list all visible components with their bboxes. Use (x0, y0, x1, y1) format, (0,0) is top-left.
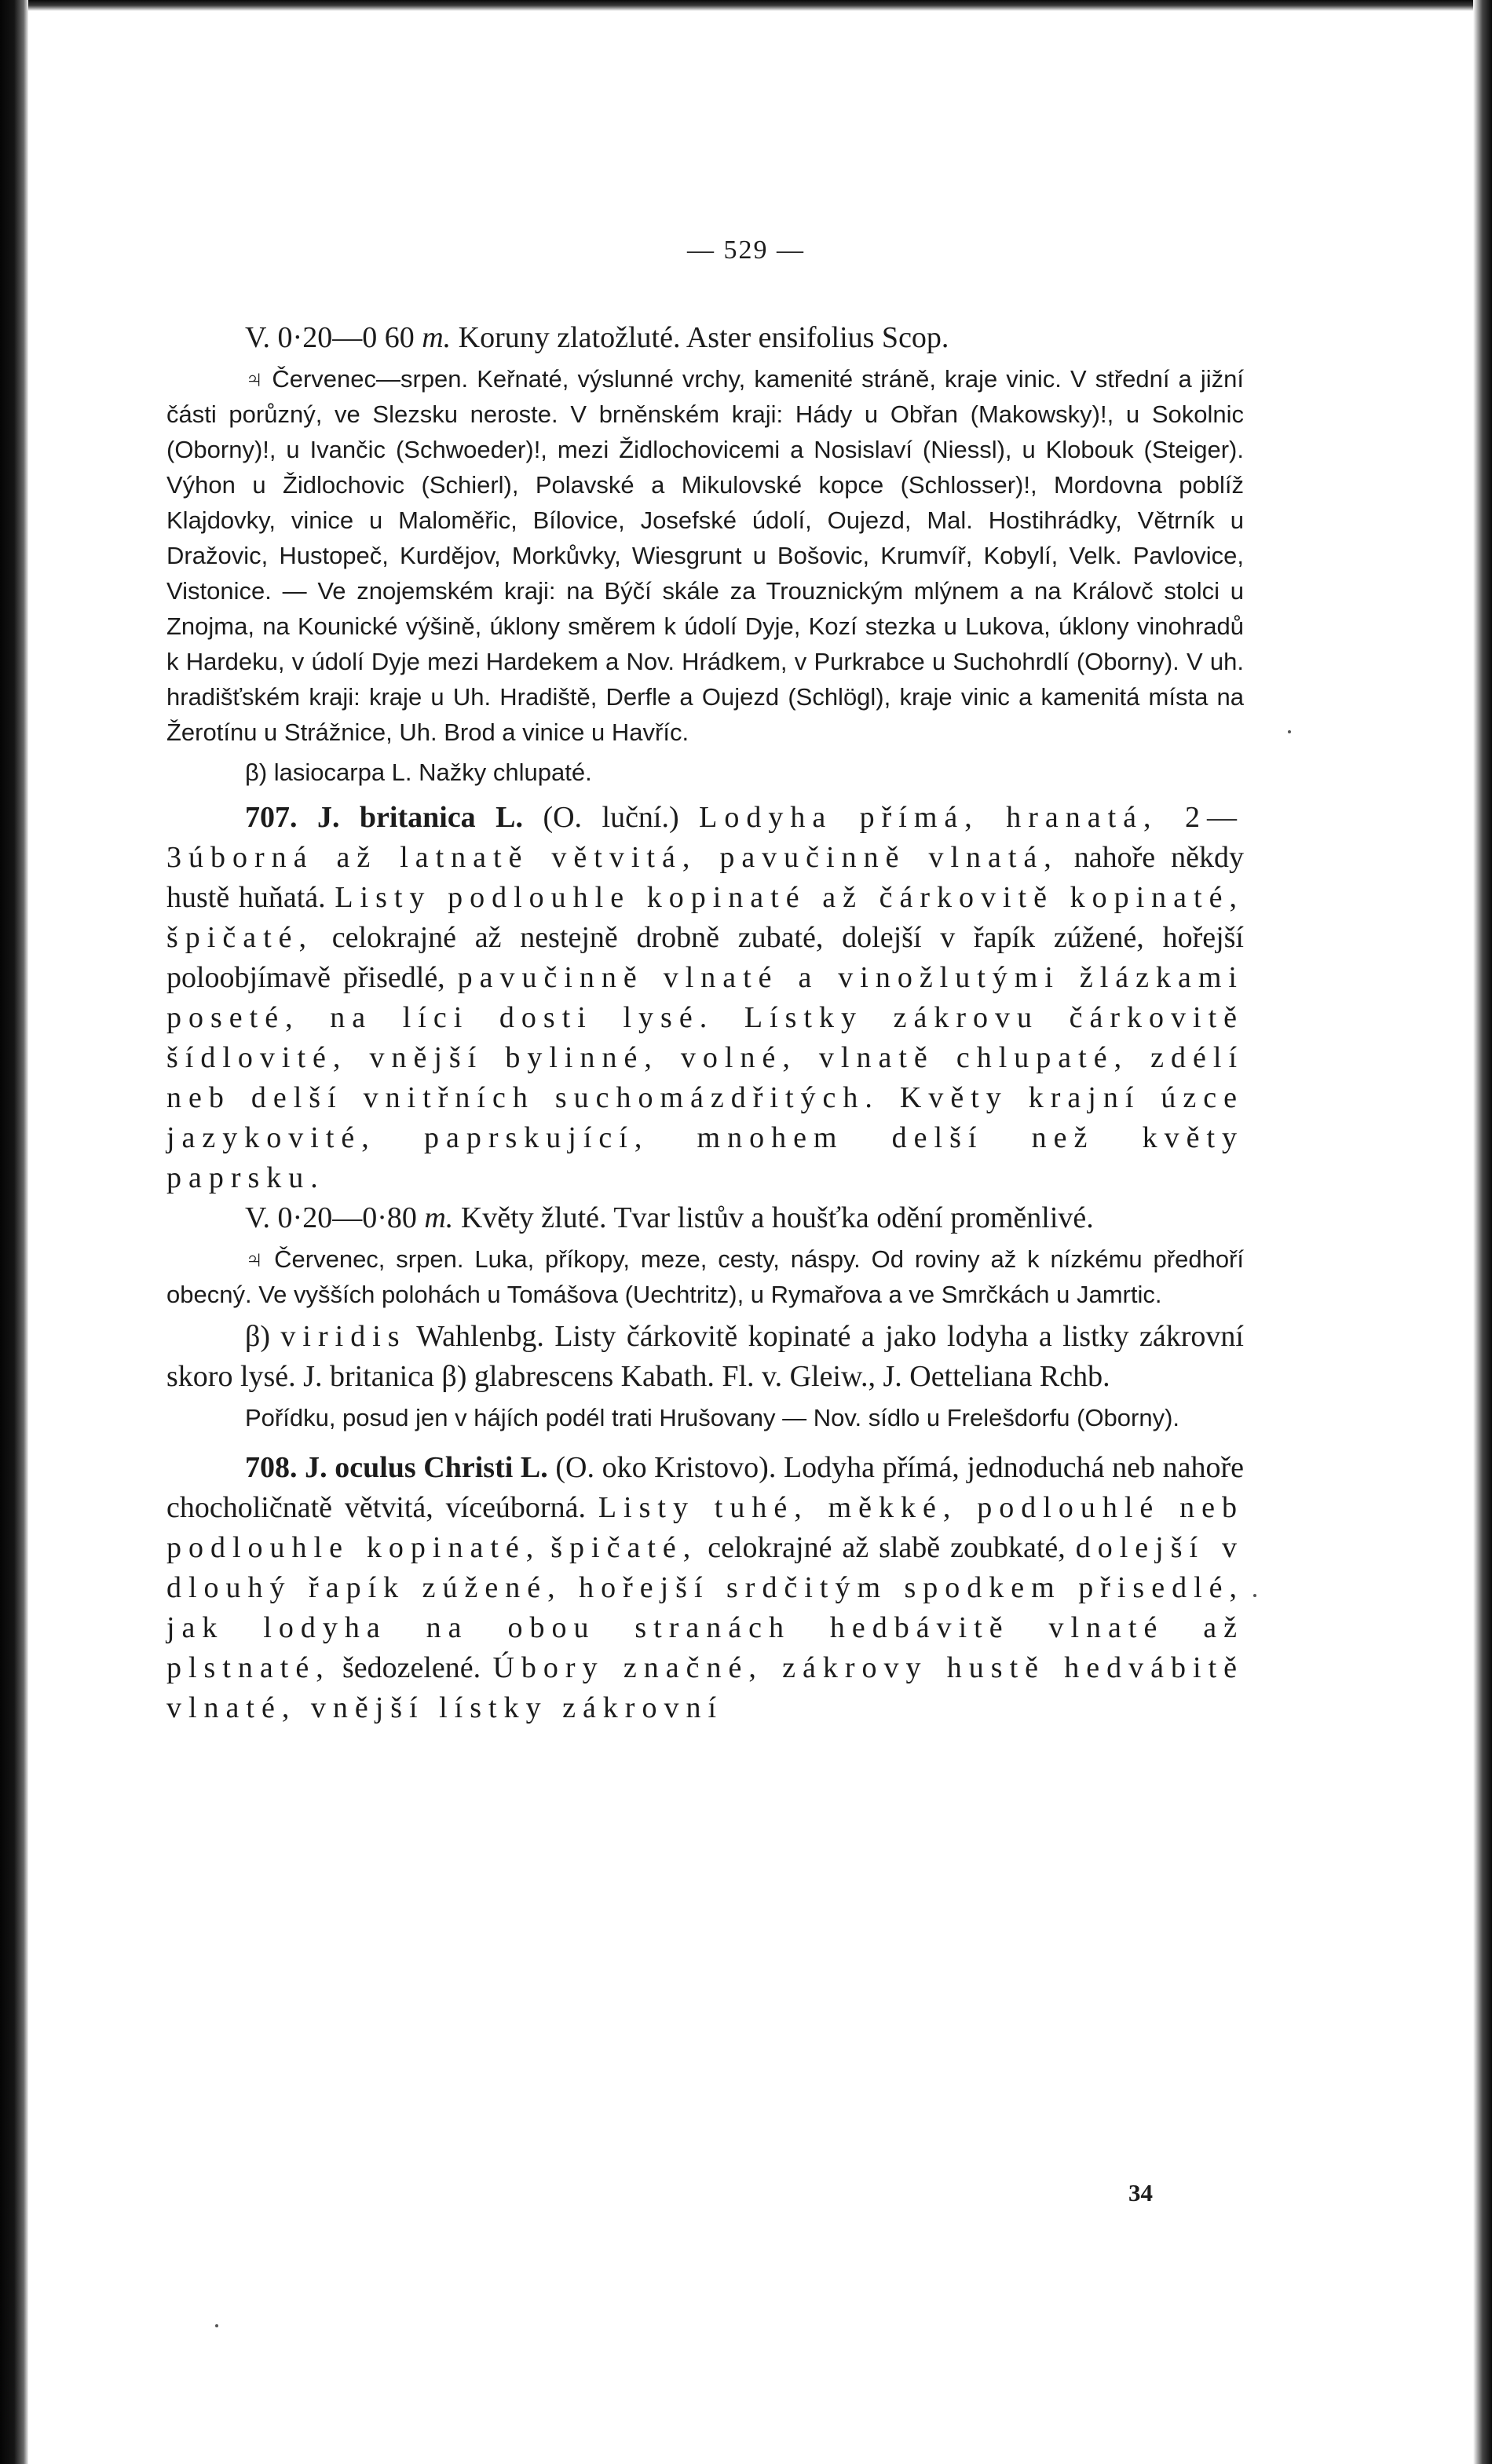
text-run: 707. J. britanica L. (245, 801, 523, 834)
text-run: celokrajné až nestejně drobně zubaté, dolejší v řapík zúžené, hořejší poloobjímavě přisedlé, (166, 921, 1244, 994)
scan-speck (1253, 1594, 1256, 1597)
page-body (166, 318, 1244, 1728)
text-run: ♃ Červenec, srpen. Luka, příkopy, meze, cesty, náspy. Od roviny až k nízkému předhoří obecný. Ve vyšších polohách u Tomášova (Uechtritz), u Rymařova a ve Smrčkách u Jamrtic. (166, 1245, 1244, 1308)
paragraph-inula-britanica (166, 798, 1244, 1198)
text-run: Lodyha přímá, hranatá, 2—3úborná až latnatě větvitá, pavučinně vlnatá, (166, 801, 1245, 874)
text-run: m. (422, 321, 452, 354)
paragraph-viridis-localities (166, 1400, 1244, 1435)
text-run: dolejší v dlouhý řapík zúžené, hořejší srdčitým spodkem přisedlé, jak lodyha na obou stranách hedbávitě vlnaté až plstnaté, (166, 1531, 1244, 1684)
scan-edge-left (0, 0, 28, 2464)
text-run: ♃ Červenec—srpen. Keřnaté, výslunné vrchy, kamenité stráně, kraje vinic. V střední a jižní části porůzný, ve Slezsku neroste. V brněnském kraji: Hády u Obřan (Makowsky)!, u Sokolnic (Oborny)!, u Ivančic (Schwoeder)!, mezi Židlochovicemi a Nosislaví (Niessl), u Klobouk (Steiger). Výhon u Židlochovic (Schierl), Polavské a Mikulovské kopce (Schlosser)!, Mordovna poblíž Klajdovky, vinice u Maloměřic, Bílovice, Josefské údolí, Oujezd, Mal. Hostihrádky, Větrník u Dražovic, Hustopeč, Kurdějov, Morkůvky, Wiesgrunt u Bošovic, Krumvíř, Kobylí, Velk. Pavlovice, Vistonice. — Ve znojemském kraji: na Býčí skále za Trouznickým mlýnem a na Královč stolci u Znojma, na Kounické výšině, úklony směrem k údolí Dyje, Kozí stezka u Lukova, úklony vinohradů k Hardeku, v údolí Dyje mezi Hardekem a Nov. Hrádkem, v Purkrabce u Suchohrdlí (Oborny). V uh. hradišťském kraji: kraje u Uh. Hradiště, Derfle a Oujezd (Schlögl), kraje vinic a kamenitá místa na Žerotínu u Strážnice, Uh. Brod a vinice u Havříc. (166, 365, 1244, 746)
paragraph-inula-britanica-size (166, 1198, 1244, 1238)
text-run: Úbory značné, zákrovy hustě hedvábitě vlnaté, vnější lístky zákrovní (166, 1651, 1244, 1724)
scan-edge-right (1473, 0, 1492, 2464)
text-run (540, 1531, 550, 1564)
paragraph-aster-ensifolius-summary (166, 318, 1244, 358)
scan-edge-top (0, 0, 1492, 11)
text-run: Wahlenbg. Listy čárkovitě kopinaté a jako lodyha a listky zákrovní skoro lysé. J. britanica β) glabrescens Kabath. Fl. v. Gleiw., J. Oetteliana Rchb. (166, 1320, 1244, 1393)
text-run: β) (245, 1320, 281, 1353)
paragraph-aster-ensifolius-localities (166, 361, 1244, 750)
page-number: — 529 — (687, 236, 805, 265)
text-run: špičaté, (550, 1531, 698, 1564)
text-run: celokrajné až slabě zoubkaté, (697, 1531, 1076, 1564)
paragraph-inula-oculus-christi (166, 1448, 1244, 1728)
text-run: pavučinně vlnaté a vinožlutými žlázkami poseté, na líci dosti lysé. Lístky zákrovu čárkovitě šídlovité, vnější bylinné, volné, vlnatě chlupaté, zdélí neb delší vnitřních suchomázdřitých. Květy krajní úzce jazykovité, paprskující, mnohem delší než květy paprsku. (166, 961, 1244, 1194)
paragraph-viridis-variety (166, 1317, 1244, 1397)
text-run: viridis (280, 1320, 407, 1353)
text-run: nahoře někdy hustě huňatá. (166, 841, 1244, 914)
scan-speck (215, 2324, 218, 2327)
paragraph-lasiocarpa-variety (166, 755, 1244, 790)
text-run: Listy tuhé, měkké, podlouhlé neb podlouhle kopinaté, (166, 1491, 1244, 1564)
text-run: 708. J. oculus Christi L. (245, 1451, 548, 1484)
signature-mark: 34 (1128, 2179, 1153, 2206)
text-run: (O. luční.) (523, 801, 700, 834)
text-run: Květy žluté. Tvar listův a houšťka odění proměnlivé. (453, 1201, 1094, 1234)
text-run: m. (424, 1201, 454, 1234)
paragraph-inula-britanica-localities (166, 1241, 1244, 1312)
text-run: V. 0·20—0·80 (245, 1201, 425, 1234)
text-run: Listy podlouhle kopinaté až čárkovitě kopinaté, špičaté, (166, 881, 1244, 954)
text-run: β) lasiocarpa L. Nažky chlupaté. (245, 759, 592, 786)
text-run: V. 0·20—0 60 (245, 321, 422, 354)
text-run: (O. oko Kristovo). Lodyha přímá, jednoduchá neb nahoře chocholičnatě větvitá, víceúborná. (166, 1451, 1245, 1524)
scan-speck (1288, 730, 1291, 733)
text-run: šedozelené. (330, 1651, 493, 1684)
text-run: Pořídku, posud jen v hájích podél trati Hrušovany — Nov. sídlo u Frelešdorfu (Oborny). (245, 1404, 1180, 1431)
text-run: Koruny zlatožluté. Aster ensifolius Scop. (451, 321, 949, 354)
